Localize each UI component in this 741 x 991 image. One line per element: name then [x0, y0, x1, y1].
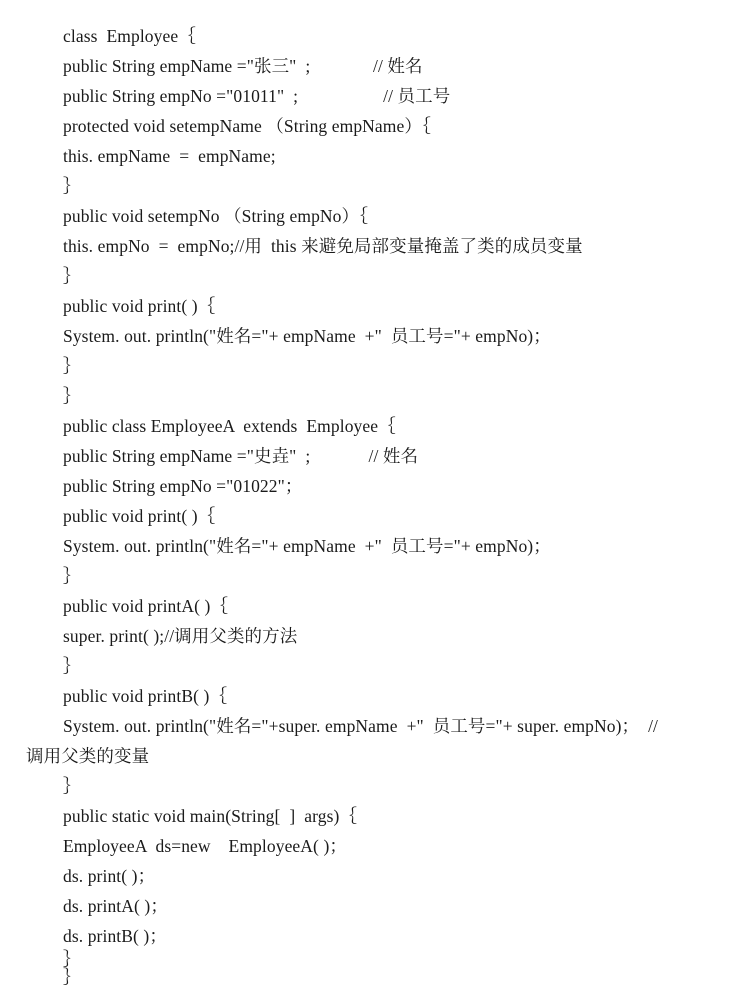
code-line: class Employee｛ — [63, 26, 196, 46]
code-line: ｝ — [63, 949, 81, 969]
code-line: System. out. println("姓名="+super. empName +" 员工号="+ super. empNo)； // — [63, 716, 658, 736]
code-line-wrapped: 调用父类的变量 — [26, 746, 150, 766]
code-line: ｝ — [63, 176, 81, 196]
code-line: public void printB( )｛ — [63, 686, 228, 706]
code-line: EmployeeA ds=new EmployeeA( )； — [63, 836, 347, 856]
code-line: ds. printA( )； — [63, 896, 168, 916]
code-line: public String empNo ="01011" ; // 员工号 — [63, 86, 451, 106]
code-line: ｝ — [63, 356, 81, 376]
code-line: ds. print( )； — [63, 866, 156, 886]
code-line: ｝ — [63, 566, 81, 586]
code-line: public class EmployeeA extends Employee｛ — [63, 416, 396, 436]
code-line: public void printA( )｛ — [63, 596, 229, 616]
code-line: public void setempNo （String empNo）｛ — [63, 206, 368, 226]
code-line: public static void main(String[ ] args)｛ — [63, 806, 358, 826]
code-line: public String empNo ="01022"； — [63, 476, 303, 496]
code-line: ｝ — [63, 967, 81, 987]
code-line: System. out. println("姓名="+ empName +" 员工号="+ empNo)； — [63, 536, 551, 556]
code-line: ｝ — [63, 776, 81, 796]
code-line: super. print( );//调用父类的方法 — [63, 626, 298, 646]
code-line: public String empName ="史垚" ; // 姓名 — [63, 446, 419, 466]
code-line: ｝ — [63, 386, 81, 406]
code-line: public void print( )｛ — [63, 296, 216, 316]
code-line: public String empName ="张三" ; // 姓名 — [63, 56, 423, 76]
code-line: System. out. println("姓名="+ empName +" 员工号="+ empNo)； — [63, 326, 551, 346]
code-line: ｝ — [63, 266, 81, 286]
code-line: protected void setempName （String empName）｛ — [63, 116, 431, 136]
code-line: ds. printB( )； — [63, 926, 167, 946]
code-line: public void print( )｛ — [63, 506, 216, 526]
code-line: ｝ — [63, 656, 81, 676]
code-line: this. empNo = empNo;//用 this 来避免局部变量掩盖了类的成员变量 — [63, 236, 583, 256]
code-line: this. empName = empName; — [63, 146, 276, 166]
